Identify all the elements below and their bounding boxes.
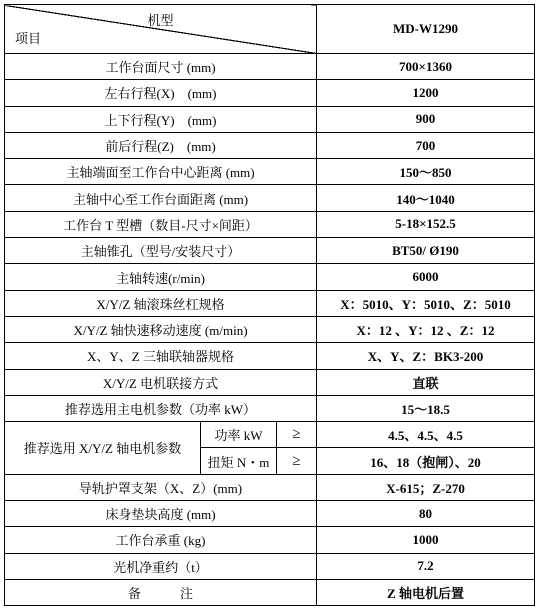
spec-label: 备 注 xyxy=(5,579,317,605)
spec-row xyxy=(5,185,535,211)
spec-value: 150～850 xyxy=(317,159,535,185)
spec-value: 7.2 xyxy=(317,553,535,579)
spec-label: 床身垫块高度 (mm) xyxy=(5,501,317,527)
spec-value: 700 xyxy=(317,132,535,158)
spec-row xyxy=(5,553,535,579)
spec-value: 5-18×152.5 xyxy=(317,211,535,237)
motor-sub-value: 4.5、4.5、4.5 xyxy=(317,422,535,448)
spec-row xyxy=(5,132,535,158)
spec-label: 主轴转速(r/min) xyxy=(5,264,317,290)
header-diagonal-cell xyxy=(5,5,317,54)
spec-label: X/Y/Z 轴滚珠丝杠规格 xyxy=(5,290,317,316)
spec-label: 主轴端面至工作台中心距离 (mm) xyxy=(5,159,317,185)
spec-value: 140～1040 xyxy=(317,185,535,211)
spec-label: 光机净重约（t） xyxy=(5,553,317,579)
spec-value: BT50/ Ø190 xyxy=(317,238,535,264)
spec-row xyxy=(5,290,535,316)
spec-label: 推荐选用主电机参数（功率 kW） xyxy=(5,395,317,421)
comparison-symbol: ≥ xyxy=(277,422,317,448)
header-row xyxy=(5,5,535,54)
spec-label: 工作台 T 型槽（数目-尺寸×间距） xyxy=(5,211,317,237)
motor-param-row xyxy=(5,422,535,448)
spec-value: 80 xyxy=(317,501,535,527)
spec-value: X、Y、Z：BK3-200 xyxy=(317,343,535,369)
spec-label: 工作台承重 (kg) xyxy=(5,527,317,553)
spec-row xyxy=(5,80,535,106)
spec-table xyxy=(4,4,535,606)
spec-label: 主轴中心至工作台面距离 (mm) xyxy=(5,185,317,211)
model-header-label: 机型 xyxy=(147,13,174,28)
spec-row xyxy=(5,501,535,527)
spec-value: 1000 xyxy=(317,527,535,553)
spec-label: 前后行程(Z) (mm) xyxy=(5,132,317,158)
spec-value: 直联 xyxy=(317,369,535,395)
comparison-symbol: ≥ xyxy=(277,448,317,474)
spec-row xyxy=(5,343,535,369)
spec-row xyxy=(5,106,535,132)
spec-row xyxy=(5,159,535,185)
motor-sub-label: 功率 kW xyxy=(201,422,277,448)
spec-value: X：5010、Y：5010、Z：5010 xyxy=(317,290,535,316)
spec-row xyxy=(5,316,535,342)
spec-row xyxy=(5,395,535,421)
spec-label: X/Y/Z 电机联接方式 xyxy=(5,369,317,395)
spec-row xyxy=(5,369,535,395)
spec-row xyxy=(5,54,535,80)
spec-value: 700×1360 xyxy=(317,54,535,80)
spec-value: 15～18.5 xyxy=(317,395,535,421)
spec-row xyxy=(5,238,535,264)
spec-value: X-615；Z-270 xyxy=(317,474,535,500)
spec-value: 1200 xyxy=(317,80,535,106)
spec-label: 工作台面尺寸 (mm) xyxy=(5,54,317,80)
spec-label: X/Y/Z 轴快速移动速度 (m/min) xyxy=(5,316,317,342)
spec-row xyxy=(5,527,535,553)
spec-row xyxy=(5,211,535,237)
spec-label: 上下行程(Y) (mm) xyxy=(5,106,317,132)
spec-label: 左右行程(X) (mm) xyxy=(5,80,317,106)
spec-value: 900 xyxy=(317,106,535,132)
spec-row xyxy=(5,474,535,500)
motor-sub-value: 16、18（抱闸）、20 xyxy=(317,448,535,474)
spec-label: 导轨护罩支架（X、Z）(mm) xyxy=(5,474,317,500)
spec-label: 主轴锥孔（型号/安装尺寸） xyxy=(5,238,317,264)
spec-value: 6000 xyxy=(317,264,535,290)
motor-sub-label: 扭矩 N・m xyxy=(201,448,277,474)
motor-params-label: 推荐选用 X/Y/Z 轴电机参数 xyxy=(5,422,201,475)
spec-label: X、Y、Z 三轴联轴器规格 xyxy=(5,343,317,369)
spec-row xyxy=(5,579,535,605)
item-header-label: 项目 xyxy=(15,31,42,46)
spec-value: Z 轴电机后置 xyxy=(317,579,535,605)
model-value: MD-W1290 xyxy=(317,5,535,54)
spec-value: X：12 、Y：12 、Z：12 xyxy=(317,316,535,342)
spec-row xyxy=(5,264,535,290)
